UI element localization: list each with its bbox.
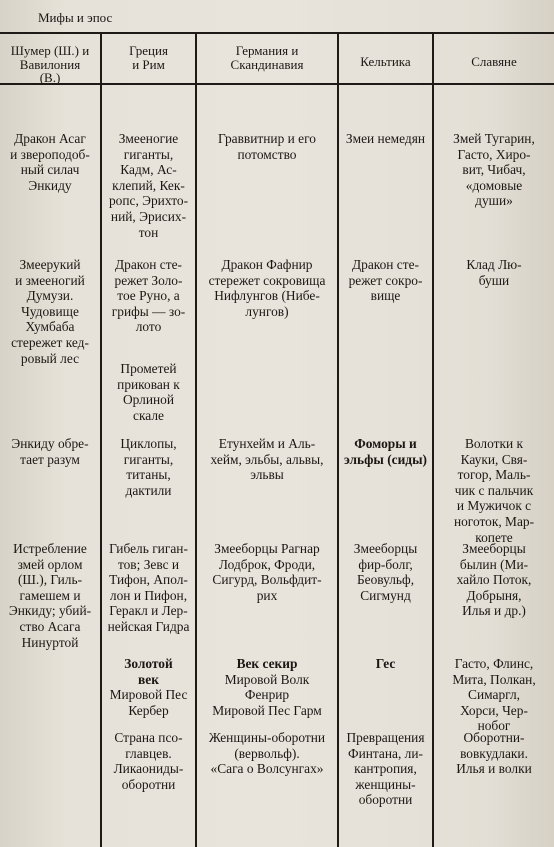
cell-line: лунгов) <box>245 303 289 319</box>
cell-line: Дракон сте- <box>351 257 419 272</box>
column-header-line: Славяне <box>471 54 517 69</box>
cell-line: Оборотни- <box>463 730 525 745</box>
cell-line: эльфы (сиды) <box>343 451 427 467</box>
cell-line: Змееборцы Рагнар <box>214 541 320 556</box>
cell-line: грифы — зо- <box>111 303 186 319</box>
column-header-line: Вавилония <box>19 56 81 72</box>
column-header-line: (В.) <box>39 70 61 85</box>
cell-line: Превращения <box>346 730 425 745</box>
cell-line: Энкиду <box>28 177 72 193</box>
cell-line: стережет сокровища <box>208 272 326 288</box>
table-cell <box>434 656 554 734</box>
column-header-line: Германия и <box>235 43 299 58</box>
cell-line: Етунхейм и Аль- <box>218 436 316 451</box>
cell-line: оборотни <box>358 792 413 808</box>
cell-line: Змей Тугарин, <box>453 131 535 146</box>
cell-line: Прометей <box>120 361 177 376</box>
cell-line: Думузи. <box>26 288 74 304</box>
cell-line: Циклопы, <box>120 436 177 451</box>
cell-line: Лодброк, Фроди, <box>218 556 316 572</box>
cell-line: Кадм, Ас- <box>120 162 177 178</box>
table-cell <box>102 541 195 635</box>
cell-line: нейская Гидра <box>107 618 190 634</box>
cell-line: Гасто, Хиро- <box>457 146 531 162</box>
cell-line: Нифлунгов (Нибе- <box>214 288 320 304</box>
table-title: Мифы и эпос <box>38 10 113 25</box>
cell-line: Мировой Пес <box>109 687 188 703</box>
cell-line: тое Руно, а <box>117 288 180 304</box>
table-cell <box>339 730 432 808</box>
cell-line: хейм, эльбы, альвы, <box>210 451 324 467</box>
cell-line: режет сокро- <box>348 272 423 288</box>
cell-line: «домовые <box>465 177 523 193</box>
cell-line: Гес <box>375 656 396 671</box>
cell-line: дактили <box>125 482 172 498</box>
cell-line: Век секир <box>236 656 298 671</box>
cell-line: потомство <box>237 146 297 162</box>
cell-line: Волотки к <box>464 436 524 451</box>
cell-line: и звероподоб- <box>10 146 90 162</box>
cell-line: стережет кед- <box>11 334 89 350</box>
cell-line: тогор, Маль- <box>457 467 531 483</box>
table-cell <box>197 257 337 319</box>
column-header <box>197 44 337 71</box>
table-cell <box>434 257 554 288</box>
cell-line: тает разум <box>20 451 80 467</box>
cell-line: ный силач <box>20 162 80 178</box>
cell-line: Граввитнир и его <box>218 131 316 146</box>
cell-line: Гибель гиган- <box>109 541 188 556</box>
table-cell <box>197 436 337 483</box>
cell-line: лон и Пифон, <box>109 587 188 603</box>
cell-line: ропс, Эрихто- <box>108 193 189 209</box>
cell-line: «Сага о Волсунгах» <box>210 761 324 777</box>
cell-line: оборотни <box>121 776 176 792</box>
cell-line: чик с пальчик <box>454 482 534 498</box>
cell-line: кантропия, <box>354 761 417 777</box>
cell-line: Змееборцы <box>462 541 526 556</box>
cell-line: гиганты, <box>123 451 174 467</box>
cell-line: души» <box>475 193 513 209</box>
cell-line: (Ш.), Гиль- <box>17 572 83 588</box>
cell-line: Кауки, Свя- <box>460 451 528 467</box>
cell-line: лото <box>135 319 162 335</box>
cell-line: Энкиду обре- <box>11 436 89 451</box>
cell-line: ство Асага <box>19 618 81 634</box>
column-header <box>339 55 432 69</box>
cell-line: Хумбаба <box>25 319 75 335</box>
cell-line: Дракон сте- <box>114 257 182 272</box>
cell-line: режет Золо- <box>114 272 183 288</box>
cell-line: Нинуртой <box>21 634 79 650</box>
table-cell <box>434 730 554 777</box>
table-cell <box>434 541 554 619</box>
cell-line: Ликаониды- <box>113 761 184 777</box>
cell-line: Сигурд, Вольфдит- <box>212 572 322 588</box>
cell-line: (вервольф). <box>234 745 300 761</box>
table-cell <box>197 656 337 718</box>
cell-line: Хорси, Чер- <box>460 702 528 718</box>
cell-line: вище <box>370 288 401 304</box>
cell-line: Дракон Фафнир <box>221 257 313 272</box>
cell-line: рих <box>256 587 278 603</box>
cell-line: век <box>138 671 159 687</box>
table-cell <box>434 131 554 209</box>
table-cell <box>339 656 432 672</box>
table-cell <box>102 131 195 240</box>
cell-line: гамешем и <box>19 587 81 603</box>
table-cell <box>197 730 337 777</box>
cell-line: Беовульф, <box>356 572 415 588</box>
column-header-line: Греция <box>129 43 168 58</box>
cell-line: ний, Эрисих- <box>110 208 187 224</box>
cell-line: хайло Поток, <box>456 572 532 588</box>
cell-line: ноготок, Мар- <box>453 513 535 529</box>
cell-line: тон <box>138 224 159 240</box>
cell-line: буши <box>478 272 510 288</box>
cell-line: и змееногий <box>15 272 85 288</box>
cell-line: Мировой Волк <box>224 671 310 687</box>
header-top-rule <box>0 32 554 34</box>
cell-line: Добрыня, <box>466 587 522 603</box>
table-cell <box>434 436 554 545</box>
cell-line: титаны, <box>126 467 171 483</box>
cell-line: Гасто, Флинс, <box>454 656 534 671</box>
table-cell <box>0 257 100 366</box>
cell-line: гиганты, <box>123 146 174 162</box>
column-header <box>102 44 195 71</box>
cell-line: Змеерукий <box>19 257 81 272</box>
table-cell <box>102 361 195 423</box>
cell-line: эльвы <box>250 467 284 483</box>
cell-line: копете <box>475 529 513 545</box>
cell-line: Мита, Полкан, <box>452 671 536 687</box>
table-cell <box>102 436 195 498</box>
cell-line: Дракон Асаг <box>14 131 86 146</box>
cell-line: змей орлом <box>17 556 83 572</box>
cell-line: Илья и волки <box>456 761 532 777</box>
cell-line: Мировой Пес Гарм <box>212 702 322 718</box>
cell-line: Тифон, Апол- <box>109 572 188 588</box>
table-cell <box>0 436 100 467</box>
cell-line: былин (Ми- <box>459 556 529 572</box>
cell-line: Илья и др.) <box>462 603 526 619</box>
cell-line: женщины- <box>355 776 416 792</box>
cell-line: Страна псо- <box>114 730 183 745</box>
cell-line: вит, Чибач, <box>462 162 526 178</box>
cell-line: Клад Лю- <box>466 257 522 272</box>
cell-line: Энкиду; убий- <box>8 603 92 619</box>
table-cell <box>0 131 100 193</box>
cell-line: Золотой <box>124 656 173 671</box>
column-header <box>0 44 100 85</box>
cell-line: Кербер <box>128 702 169 718</box>
cell-line: Чудовище <box>21 303 79 319</box>
cell-line: Финтана, ли- <box>348 745 423 761</box>
table-cell <box>0 541 100 650</box>
table-cell <box>197 131 337 162</box>
table-cell <box>102 730 195 792</box>
cell-line: Сигмунд <box>360 587 411 603</box>
cell-line: Фенрир <box>244 687 290 703</box>
cell-line: Женщины-оборотни <box>208 730 326 745</box>
cell-line: Змееногие <box>118 131 179 146</box>
cell-line: Орлиной <box>122 392 175 408</box>
cell-line: Геракл и Лер- <box>109 603 188 619</box>
table-cell <box>339 541 432 603</box>
column-header-line: Кельтика <box>360 54 411 69</box>
table-cell <box>102 656 195 718</box>
cell-line: фир-болг, <box>358 556 413 572</box>
cell-line: тов; Зевс и <box>117 556 180 572</box>
table-cell <box>197 541 337 603</box>
cell-line: Змеи немедян <box>345 131 426 146</box>
cell-line: клепий, Кек- <box>112 177 185 193</box>
cell-line: Истребление <box>13 541 87 556</box>
cell-line: Симаргл, <box>468 687 520 703</box>
cell-line: скале <box>133 407 164 423</box>
cell-line: вовкудлаки. <box>460 745 528 761</box>
column-header-line: Скандинавия <box>230 56 304 72</box>
cell-line: Фоморы и <box>354 436 417 451</box>
cell-line: главцев. <box>125 745 172 761</box>
cell-line: и Мужичок с <box>456 498 532 514</box>
column-header <box>434 55 554 69</box>
column-header-line: и Рим <box>132 56 165 72</box>
cell-line: ровый лес <box>20 350 80 366</box>
column-header-line: Шумер (Ш.) и <box>10 43 90 58</box>
table-cell <box>339 131 432 147</box>
cell-line: нобог <box>477 718 511 734</box>
table-cell <box>102 257 195 335</box>
cell-line: прикован к <box>117 376 180 392</box>
cell-line: Змееборцы <box>353 541 418 556</box>
table-cell <box>339 436 432 467</box>
table-cell <box>339 257 432 304</box>
